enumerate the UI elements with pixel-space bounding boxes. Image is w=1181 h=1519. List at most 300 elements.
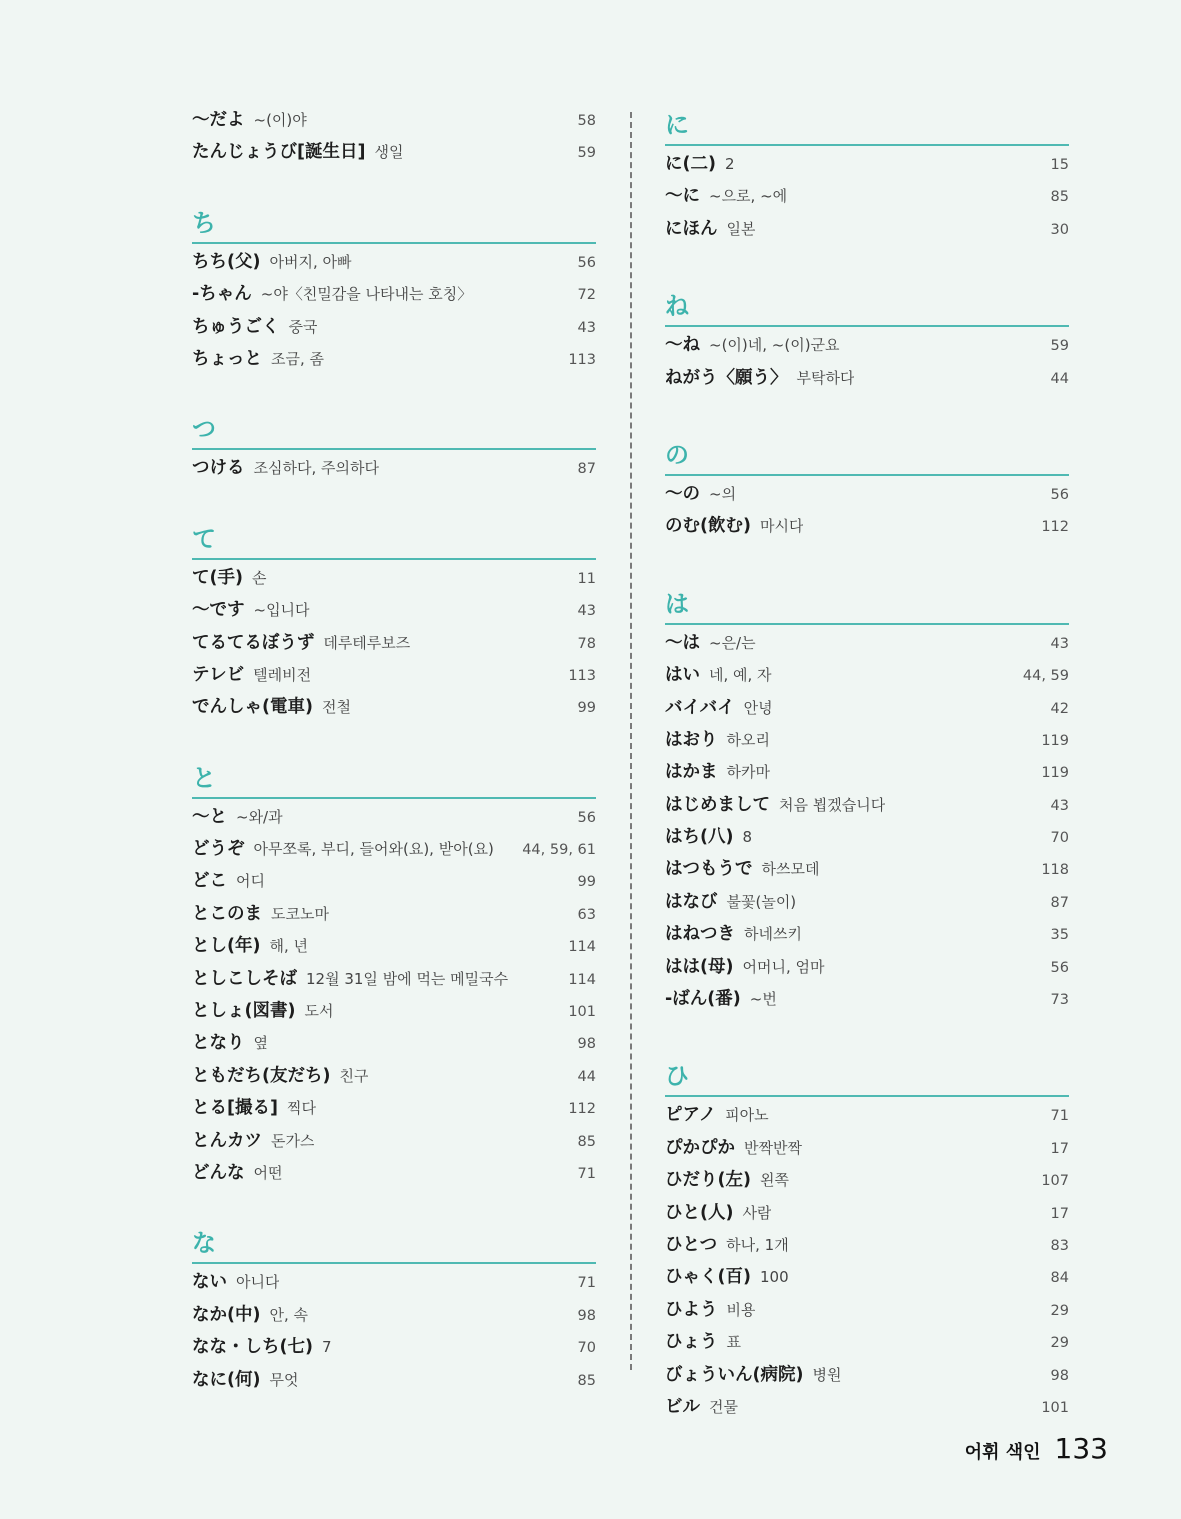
entry-meaning: 하쓰모데 [761, 860, 820, 879]
entry-meaning: ~와/과 [236, 807, 283, 826]
entry-text [665, 918, 802, 950]
entry-term: ちょっと [192, 348, 262, 369]
index-entry [192, 1157, 596, 1189]
entry-text [192, 801, 283, 833]
entry-page: 101 [1041, 1399, 1069, 1416]
entry-page: 29 [1050, 1302, 1069, 1319]
entry-page: 71 [577, 1275, 596, 1292]
index-entry [665, 1261, 1069, 1293]
entry-text [192, 311, 317, 343]
entry-meaning: 표 [726, 1333, 741, 1352]
index-entry [665, 627, 1069, 659]
entry-meaning: 친구 [339, 1066, 369, 1085]
entry-term: ビル [665, 1396, 700, 1417]
entry-meaning: 건물 [709, 1397, 738, 1416]
entry-meaning: 도서 [304, 1002, 334, 1021]
entry-text [192, 1092, 316, 1124]
entry-text [665, 724, 770, 756]
section-heading: ひ [665, 1055, 1069, 1097]
entry-page: 118 [1041, 862, 1069, 879]
entry-term: はは(母) [665, 956, 734, 977]
entry-term: ねがう〈願う〉 [665, 367, 788, 388]
entry-term: はねつき [665, 924, 735, 945]
index-entry [665, 1294, 1069, 1326]
entry-text [192, 963, 508, 995]
index-entry [192, 594, 596, 626]
entry-page: 87 [1050, 894, 1069, 911]
section-spacer [192, 724, 596, 757]
entry-text [665, 362, 854, 394]
entry-text [665, 756, 770, 788]
section-heading: に [665, 104, 1069, 146]
entry-meaning: 중국 [288, 317, 318, 336]
entry-page: 119 [1041, 732, 1069, 749]
entry-page: 63 [577, 906, 596, 923]
entry-meaning: 조심하다, 주의하다 [253, 459, 379, 478]
entry-term: どんな [192, 1162, 245, 1183]
index-entry [192, 627, 596, 659]
footer-label: 어휘 색인 [964, 1442, 1041, 1463]
entry-term: ひよう [665, 1299, 718, 1320]
entry-term: にほん [665, 218, 718, 239]
entry-page: 44, 59 [1022, 668, 1069, 685]
entry-meaning: 마시다 [760, 517, 804, 536]
index-entry [665, 659, 1069, 691]
entry-text [192, 562, 267, 594]
entry-term: なに(何) [192, 1369, 261, 1390]
entry-term: 〜に [665, 186, 700, 207]
entry-text [192, 659, 311, 691]
entry-text [665, 478, 736, 510]
entry-page: 43 [577, 319, 596, 336]
entry-page: 101 [568, 1004, 596, 1021]
index-entry [665, 1326, 1069, 1358]
entry-term: ひだり(左) [665, 1170, 751, 1191]
index-entry [192, 452, 596, 484]
entry-meaning: 돈가스 [271, 1131, 315, 1150]
entry-term: 〜です [192, 600, 245, 621]
entry-page: 112 [568, 1101, 596, 1118]
entry-text [665, 180, 787, 212]
entry-meaning: 7 [322, 1338, 332, 1357]
index-entry [665, 983, 1069, 1015]
index-entry [665, 756, 1069, 788]
entry-page: 42 [1050, 700, 1069, 717]
entry-page: 78 [577, 635, 596, 652]
entry-page: 114 [568, 971, 596, 988]
index-entry [665, 148, 1069, 180]
entry-page: 113 [568, 351, 596, 368]
index-entry [192, 691, 596, 723]
section-heading: ね [665, 285, 1069, 327]
entry-term: なか(中) [192, 1304, 261, 1325]
entry-text [665, 1132, 802, 1164]
index-entry [665, 1164, 1069, 1196]
entry-text [192, 995, 333, 1027]
entry-meaning: 어머니, 엄마 [742, 957, 825, 976]
entry-page: 107 [1041, 1173, 1069, 1190]
entry-page: 98 [577, 1036, 596, 1053]
index-entry [665, 918, 1069, 950]
entry-page: 44 [577, 1068, 596, 1085]
entry-meaning: 불꽃(놀이) [726, 892, 797, 911]
entry-page: 58 [577, 113, 596, 129]
entry-meaning: 100 [760, 1268, 789, 1287]
index-entry [192, 963, 596, 995]
entry-meaning: ~은/는 [709, 633, 756, 652]
entry-text [665, 659, 772, 691]
entry-page: 85 [577, 1372, 596, 1389]
section-spacer [192, 169, 596, 202]
entry-term: ちち(父) [192, 251, 261, 272]
entry-page: 98 [577, 1307, 596, 1324]
entry-meaning: 하네쓰키 [744, 925, 802, 944]
entry-text [665, 1391, 738, 1423]
entry-page: 85 [577, 1133, 596, 1150]
index-entry [192, 104, 596, 136]
entry-term: なな・しち(七) [192, 1337, 313, 1358]
entry-page: 56 [577, 809, 596, 826]
entry-page: 72 [577, 287, 596, 304]
entry-meaning: 일본 [726, 219, 756, 238]
entry-page: 44 [1050, 370, 1069, 387]
entry-term: 〜は [665, 632, 700, 653]
entry-page: 59 [1050, 338, 1069, 355]
entry-text [665, 1261, 789, 1293]
entry-meaning: 12월 31일 밤에 먹는 메밀국수 [306, 969, 509, 988]
entry-page: 43 [1050, 635, 1069, 652]
entry-page: 99 [577, 700, 596, 717]
entry-meaning: 손 [252, 568, 267, 587]
entry-term: はなび [665, 891, 718, 912]
index-entry [192, 801, 596, 833]
entry-term: ひょう [665, 1332, 718, 1353]
entry-term: びょういん(病院) [665, 1364, 804, 1385]
entry-page: 83 [1050, 1237, 1069, 1254]
index-entry [192, 833, 596, 865]
index-entry [665, 510, 1069, 542]
entry-term: とる[撮る] [192, 1098, 278, 1119]
entry-term: ともだち(友だち) [192, 1065, 331, 1086]
entry-page: 29 [1050, 1335, 1069, 1352]
entry-page: 43 [1050, 797, 1069, 814]
entry-term: 〜だよ [192, 110, 245, 130]
index-entry [192, 1092, 596, 1124]
entry-page: 11 [577, 570, 596, 587]
entry-term: ひと(人) [665, 1202, 734, 1223]
page-footer [965, 1432, 1108, 1465]
index-entry [665, 1229, 1069, 1261]
entry-text [192, 833, 494, 865]
entry-page: 85 [1050, 189, 1069, 206]
index-entry [192, 898, 596, 930]
index-entry [665, 1391, 1069, 1423]
entry-term: つける [192, 458, 245, 479]
entry-term: はち(八) [665, 827, 734, 848]
entry-page: 114 [568, 939, 596, 956]
section-spacer [665, 394, 1069, 434]
section-heading: の [665, 434, 1069, 476]
entry-meaning: 생일 [374, 143, 404, 162]
section-heading: つ [192, 408, 596, 450]
entry-page: 71 [1050, 1108, 1069, 1125]
index-entry [665, 362, 1069, 394]
entry-page: 35 [1050, 927, 1069, 944]
entry-meaning: 피아노 [725, 1106, 769, 1125]
entry-text [665, 1229, 789, 1261]
entry-term: テレビ [192, 664, 245, 685]
entry-term: となり [192, 1033, 245, 1054]
index-entry [192, 865, 596, 897]
entry-text [192, 1157, 282, 1189]
entry-text [665, 1099, 769, 1131]
index-entry [192, 1299, 596, 1331]
entry-text [192, 343, 324, 375]
entry-meaning: 무엇 [269, 1370, 299, 1389]
entry-meaning: 2 [725, 155, 735, 173]
entry-meaning: 해, 년 [269, 937, 309, 956]
entry-page: 17 [1050, 1205, 1069, 1222]
entry-meaning: 찍다 [287, 1099, 316, 1118]
entry-page: 30 [1050, 221, 1069, 238]
entry-term: としこしそば [192, 968, 297, 989]
entry-term: はつもうで [665, 859, 753, 880]
index-entry [192, 995, 596, 1027]
entry-page: 59 [577, 145, 596, 162]
entry-text [665, 627, 756, 659]
section-heading: ち [192, 202, 596, 244]
entry-term: てるてるぼうず [192, 632, 315, 653]
entry-term: ない [192, 1272, 227, 1293]
index-column-right [665, 104, 1069, 1423]
entry-meaning: 8 [742, 828, 753, 847]
entry-text [665, 1164, 789, 1196]
entry-term: たんじょうび[誕生日] [192, 142, 366, 163]
entry-meaning: 하카마 [726, 763, 770, 782]
entry-term: はかま [665, 762, 718, 783]
entry-text [192, 1299, 308, 1331]
entry-meaning: 부탁하다 [796, 368, 855, 387]
entry-meaning: 텔레비전 [253, 665, 312, 684]
index-entry [192, 343, 596, 375]
entry-text [665, 148, 735, 180]
entry-text [192, 278, 472, 310]
entry-meaning: ~으로, ~에 [709, 187, 788, 206]
entry-meaning: ~번 [749, 990, 777, 1009]
entry-term: はおり [665, 729, 718, 750]
entry-meaning: 왼쪽 [760, 1171, 789, 1190]
entry-meaning: 데루테루보즈 [323, 633, 411, 652]
entry-term: ぴかぴか [665, 1137, 735, 1158]
entry-page: 15 [1050, 157, 1069, 173]
index-entry [665, 478, 1069, 510]
entry-meaning: ~(이)네, ~(이)군요 [709, 336, 840, 355]
entry-text [192, 930, 308, 962]
entry-text [665, 821, 752, 853]
entry-page: 98 [1050, 1367, 1069, 1384]
index-entry [192, 1364, 596, 1396]
entry-page: 56 [1050, 959, 1069, 976]
index-entry [665, 951, 1069, 983]
entry-term: ピアノ [665, 1105, 717, 1126]
column-divider [630, 112, 632, 1370]
entry-meaning: 안녕 [743, 698, 773, 717]
index-entry [192, 1060, 596, 1092]
section-heading: て [192, 518, 596, 560]
entry-meaning: 옆 [253, 1034, 268, 1053]
entry-meaning: 병원 [812, 1365, 842, 1384]
entry-text [665, 951, 825, 983]
index-entry [665, 180, 1069, 212]
entry-term: ちゅうごく [192, 316, 280, 337]
entry-meaning: 사람 [742, 1203, 772, 1222]
section-spacer [665, 543, 1069, 583]
entry-meaning: 네, 예, 자 [709, 666, 772, 685]
entry-page: 119 [1041, 765, 1069, 782]
entry-text [192, 246, 352, 278]
entry-page: 112 [1041, 519, 1069, 536]
section-spacer [665, 1015, 1069, 1055]
entry-term: はじめまして [665, 794, 770, 815]
entry-term: バイバイ [665, 697, 735, 718]
entry-text [665, 692, 773, 724]
section-heading: と [192, 757, 596, 799]
entry-page: 99 [577, 874, 596, 891]
entry-page: 56 [577, 254, 596, 271]
section-spacer [192, 485, 596, 518]
index-entry [665, 692, 1069, 724]
entry-page: 71 [577, 1165, 596, 1182]
entry-term: とこのま [192, 903, 262, 924]
entry-meaning: 어디 [236, 872, 265, 891]
entry-text [665, 789, 885, 821]
entry-text [192, 691, 351, 723]
entry-meaning: 아무쪼록, 부디, 들어와(요), 받아(요) [253, 840, 494, 859]
entry-text [192, 1266, 279, 1298]
entry-text [192, 104, 307, 136]
index-entry [192, 278, 596, 310]
entry-page: 73 [1050, 992, 1069, 1009]
entry-meaning: ~입니다 [253, 601, 310, 620]
index-entry [192, 562, 596, 594]
entry-meaning: 조금, 좀 [271, 349, 325, 368]
entry-term: のむ(飲む) [665, 516, 751, 537]
entry-page: 84 [1050, 1270, 1069, 1287]
entry-meaning: ~야〈친밀감을 나타내는 호칭〉 [260, 285, 473, 304]
entry-text [192, 1060, 368, 1092]
entry-text [192, 1027, 268, 1059]
index-entry [665, 789, 1069, 821]
page-number: 133 [1054, 1432, 1108, 1465]
index-entry [665, 886, 1069, 918]
entry-text [665, 853, 819, 885]
entry-text [665, 1294, 755, 1326]
index-entry [192, 1331, 596, 1363]
index-entry [192, 136, 596, 168]
entry-meaning: 비용 [726, 1300, 756, 1319]
entry-meaning: 도코노마 [271, 904, 329, 923]
entry-text [192, 1331, 332, 1363]
index-entry [665, 329, 1069, 361]
index-entry [192, 311, 596, 343]
entry-page: 70 [1050, 830, 1069, 847]
entry-meaning: 처음 뵙겠습니다 [779, 795, 886, 814]
entry-text [192, 1125, 314, 1157]
entry-term: ひゃく(百) [665, 1267, 751, 1288]
entry-meaning: ~(이)야 [253, 111, 307, 129]
entry-text [192, 452, 379, 484]
index-entry [192, 1125, 596, 1157]
index-entry [665, 1359, 1069, 1391]
entry-term: はい [665, 665, 700, 686]
entry-term: -ばん(番) [665, 989, 741, 1010]
entry-page: 17 [1050, 1140, 1069, 1157]
entry-term: とんカツ [192, 1130, 262, 1151]
section-spacer [192, 375, 596, 408]
index-entry [192, 1027, 596, 1059]
entry-meaning: ~의 [709, 484, 737, 503]
entry-text [665, 886, 796, 918]
index-entry [665, 821, 1069, 853]
entry-page: 56 [1050, 486, 1069, 503]
entry-text [192, 865, 265, 897]
entry-meaning: 하오리 [726, 730, 770, 749]
entry-meaning: 안, 속 [269, 1305, 309, 1324]
index-entry [192, 1266, 596, 1298]
entry-text [192, 627, 410, 659]
entry-page: 87 [577, 461, 596, 478]
entry-term: に(二) [665, 154, 716, 174]
entry-term: とし(年) [192, 936, 261, 957]
section-spacer [665, 245, 1069, 285]
entry-text [665, 213, 755, 245]
entry-text [665, 510, 803, 542]
index-entry [665, 1197, 1069, 1229]
entry-term: でんしゃ(電車) [192, 697, 313, 718]
entry-term: 〜と [192, 806, 227, 827]
entry-page: 44, 59, 61 [522, 842, 596, 859]
entry-term: としょ(図書) [192, 1001, 296, 1022]
entry-meaning: 전철 [322, 698, 351, 717]
entry-page: 70 [577, 1340, 596, 1357]
entry-text [665, 1326, 741, 1358]
entry-term: 〜ね [665, 335, 700, 356]
entry-meaning: 어떤 [253, 1163, 283, 1182]
entry-term: ひとつ [665, 1234, 718, 1255]
index-entry [665, 213, 1069, 245]
entry-text [192, 898, 329, 930]
index-column-left [192, 104, 596, 1396]
index-entry [665, 1132, 1069, 1164]
entry-text [665, 983, 777, 1015]
index-entry [665, 724, 1069, 756]
entry-text [192, 594, 310, 626]
entry-text [665, 329, 840, 361]
entry-text [665, 1197, 771, 1229]
entry-meaning: 하나, 1개 [726, 1235, 789, 1254]
entry-text [665, 1359, 841, 1391]
entry-term: どこ [192, 871, 227, 892]
entry-text [192, 136, 403, 168]
section-spacer [192, 1189, 596, 1222]
entry-term: 〜の [665, 483, 700, 504]
section-heading: な [192, 1222, 596, 1264]
entry-term: どうぞ [192, 839, 245, 860]
entry-meaning: 아니다 [236, 1273, 280, 1292]
index-entry [665, 853, 1069, 885]
entry-meaning: 아버지, 아빠 [269, 252, 352, 271]
index-entry [192, 930, 596, 962]
